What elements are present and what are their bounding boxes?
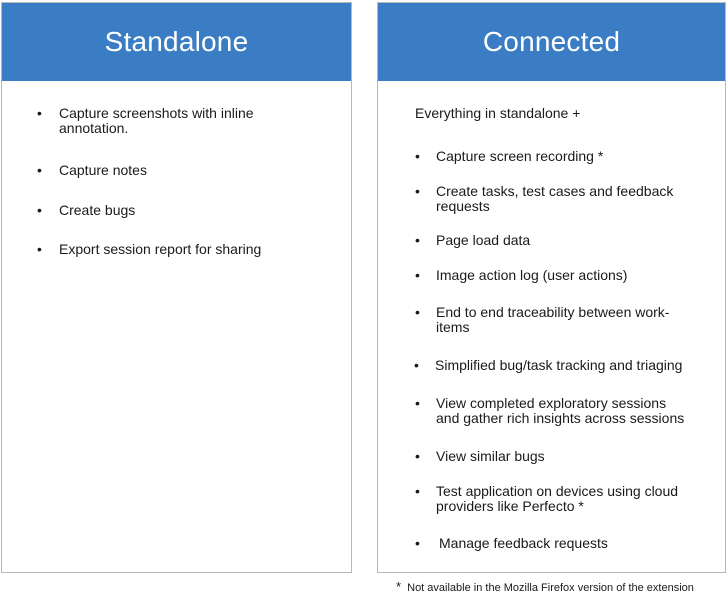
connected-panel [377,2,726,573]
list-item-label: Create tasks, test cases and feedback requests [436,183,674,214]
list-item-label: View completed exploratory sessions and gather rich insights across sessions [436,395,685,426]
list-item-label: Test application on devices using cloud providers like Perfecto * [436,483,679,514]
bullet-icon: • [415,183,420,199]
list-item-label: Image action log (user actions) [436,267,628,283]
list-item-label: Simplified bug/task tracking and triaging [435,357,683,373]
bullet-icon: • [415,148,420,164]
list-item-label: View similar bugs [436,448,545,464]
bullet-icon: • [415,395,420,411]
list-item-label: Page load data [436,232,531,248]
list-item-label: Manage feedback requests [439,535,608,551]
bullet-icon: • [414,357,419,373]
footnote [396,580,694,595]
list-item-label: Capture notes [59,162,147,178]
list-item-label: End to end traceability between work- items [436,304,670,335]
bullet-icon: • [415,535,420,551]
standalone-panel [1,2,352,573]
bullet-icon: • [415,267,420,283]
connected-header: Connected [378,3,725,81]
asterisk-icon: * [396,579,402,594]
bullet-icon: • [415,304,420,320]
bullet-icon: • [37,202,42,218]
list-item-label: Capture screenshots with inline annotation. [59,105,254,136]
footnote-text: Not available in the Mozilla Firefox version of the extension [407,582,694,594]
bullet-icon: • [415,483,420,499]
bullet-icon: • [37,105,42,121]
bullet-icon: • [37,162,42,178]
list-item-label: Capture screen recording * [436,148,604,164]
bullet-icon: • [415,448,420,464]
standalone-header: Standalone [2,3,351,81]
list-item-label: Export session report for sharing [59,241,262,257]
connected-intro: Everything in standalone + [415,105,581,121]
bullet-icon: • [415,232,420,248]
list-item-label: Create bugs [59,202,136,218]
bullet-icon: • [37,241,42,257]
